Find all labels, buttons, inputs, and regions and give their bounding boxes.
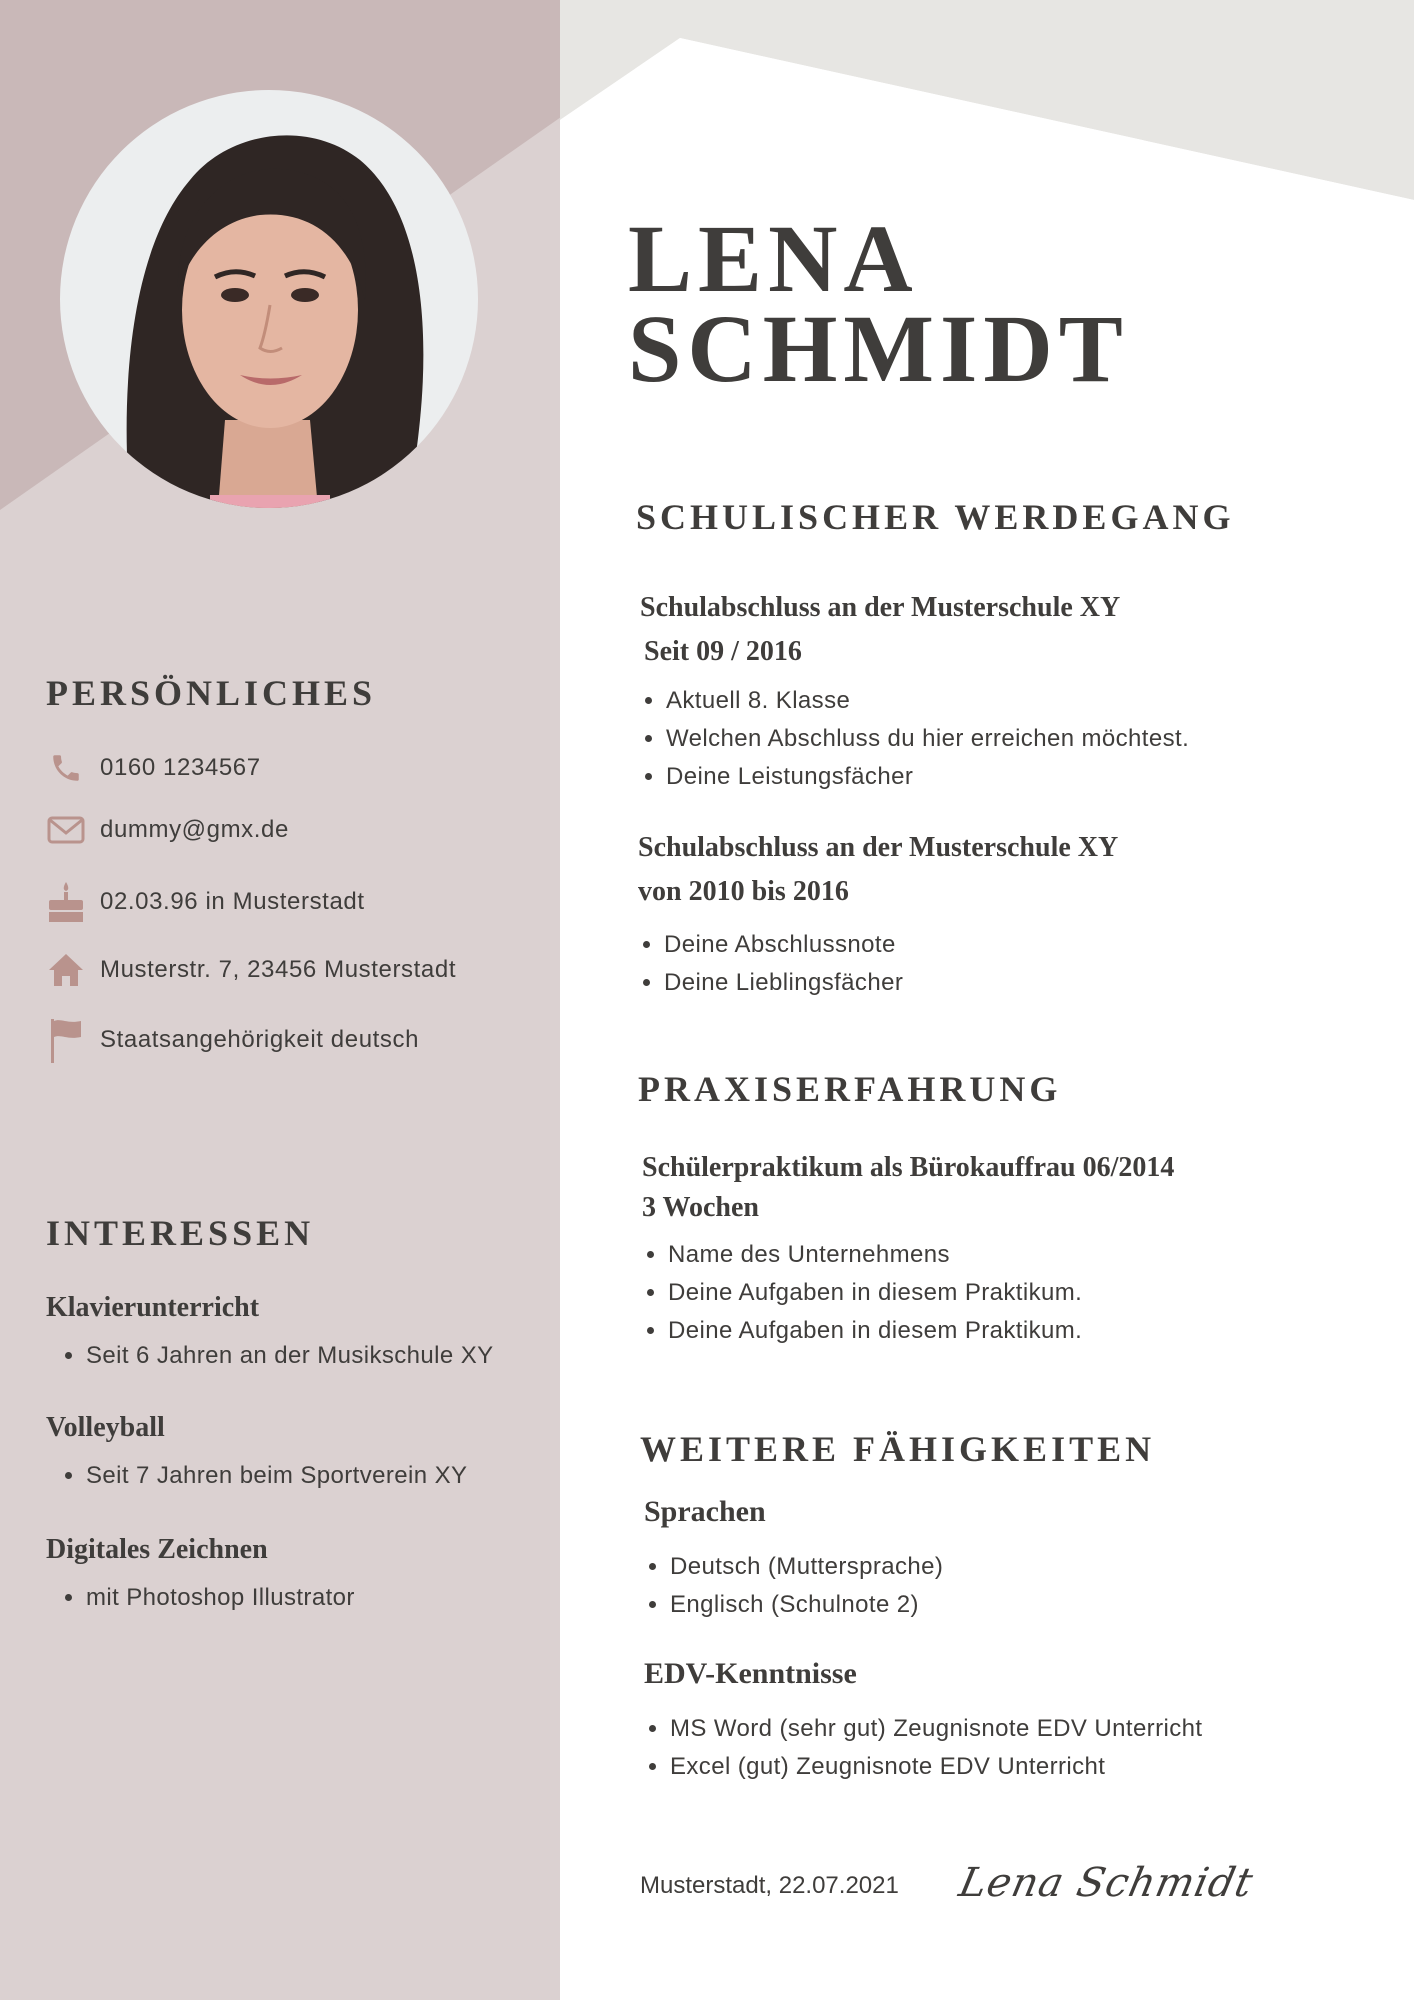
flag-icon [46, 1020, 86, 1060]
education-heading: SCHULISCHER WERDEGANG [636, 497, 1235, 537]
entry-bullet: • Name des Unternehmens [668, 1236, 1282, 1274]
skills-bullet: • MS Word (sehr gut) Zeugnisnote EDV Unterricht [670, 1710, 1284, 1748]
birth-text: 02.03.96 in Musterstadt [100, 888, 365, 915]
entry-bullet: • Deine Lieblingsfächer [664, 964, 1278, 1002]
entry-subtitle: von 2010 bis 2016 [638, 876, 849, 907]
skills-group [644, 1490, 1284, 1624]
phone-text: 0160 1234567 [100, 754, 261, 781]
entry-subtitle: 3 Wochen [642, 1192, 759, 1223]
skills-bullet: • Englisch (Schulnote 2) [670, 1586, 1284, 1624]
interest-bullet: • mit Photoshop Illustrator [86, 1580, 546, 1616]
skills-bullet: • Deutsch (Muttersprache) [670, 1548, 1284, 1586]
skills-group-title: EDV-Kenntnisse [644, 1657, 857, 1690]
email-text: dummy@gmx.de [100, 816, 289, 843]
entry-bullet: • Deine Abschlussnote [664, 926, 1278, 964]
entry-bullet: • Deine Leistungsfächer [666, 758, 1280, 796]
education-entry [640, 586, 1280, 796]
contact-email [46, 810, 289, 850]
entry-bullet: • Deine Aufgaben in diesem Praktikum. [668, 1274, 1282, 1312]
practice-heading: PRAXISERFAHRUNG [638, 1069, 1062, 1109]
last-name: SCHMIDT [628, 295, 1129, 402]
interest-item [46, 1412, 546, 1494]
interests-heading: INTERESSEN [46, 1213, 315, 1253]
contact-birth [46, 882, 365, 922]
first-name: LENA [628, 205, 919, 312]
interest-title: Klavierunterricht [46, 1292, 260, 1323]
contact-address [46, 950, 456, 990]
contact-phone [46, 748, 261, 788]
entry-title: Schülerpraktikum als Bürokauffrau 06/2014 [642, 1152, 1175, 1183]
interest-bullet: • Seit 7 Jahren beim Sportverein XY [86, 1458, 546, 1494]
interest-bullet: • Seit 6 Jahren an der Musikschule XY [86, 1338, 546, 1374]
entry-title: Schulabschluss an der Musterschule XY [640, 592, 1121, 623]
contact-nationality [46, 1020, 419, 1060]
home-icon [46, 950, 86, 990]
practice-entry [642, 1148, 1282, 1350]
skills-bullet: • Excel (gut) Zeugnisnote EDV Unterricht [670, 1748, 1284, 1786]
skills-group [644, 1652, 1284, 1786]
profile-photo [60, 90, 478, 508]
entry-bullet: • Aktuell 8. Klasse [666, 682, 1280, 720]
mail-icon [46, 810, 86, 850]
education-entry [638, 826, 1278, 1002]
skills-heading: WEITERE FÄHIGKEITEN [640, 1429, 1156, 1469]
place-date: Musterstadt, 22.07.2021 [640, 1872, 899, 1899]
entry-title: Schulabschluss an der Musterschule XY [638, 832, 1119, 863]
entry-bullet: • Welchen Abschluss du hier erreichen möchtest. [666, 720, 1280, 758]
phone-icon [46, 748, 86, 788]
interest-item [46, 1534, 546, 1616]
personal-heading: PERSÖNLICHES [46, 673, 377, 713]
full-name [628, 205, 1129, 402]
birthday-cake-icon [46, 882, 86, 922]
interest-title: Volleyball [46, 1412, 165, 1443]
entry-bullet: • Deine Aufgaben in diesem Praktikum. [668, 1312, 1282, 1350]
nationality-text: Staatsangehörigkeit deutsch [100, 1026, 420, 1053]
signature: Lena Schmidt [955, 1860, 1258, 1906]
entry-subtitle: Seit 09 / 2016 [644, 636, 802, 667]
interest-item [46, 1292, 546, 1374]
interest-title: Digitales Zeichnen [46, 1534, 268, 1565]
address-text: Musterstr. 7, 23456 Musterstadt [100, 956, 457, 983]
skills-group-title: Sprachen [644, 1495, 766, 1528]
